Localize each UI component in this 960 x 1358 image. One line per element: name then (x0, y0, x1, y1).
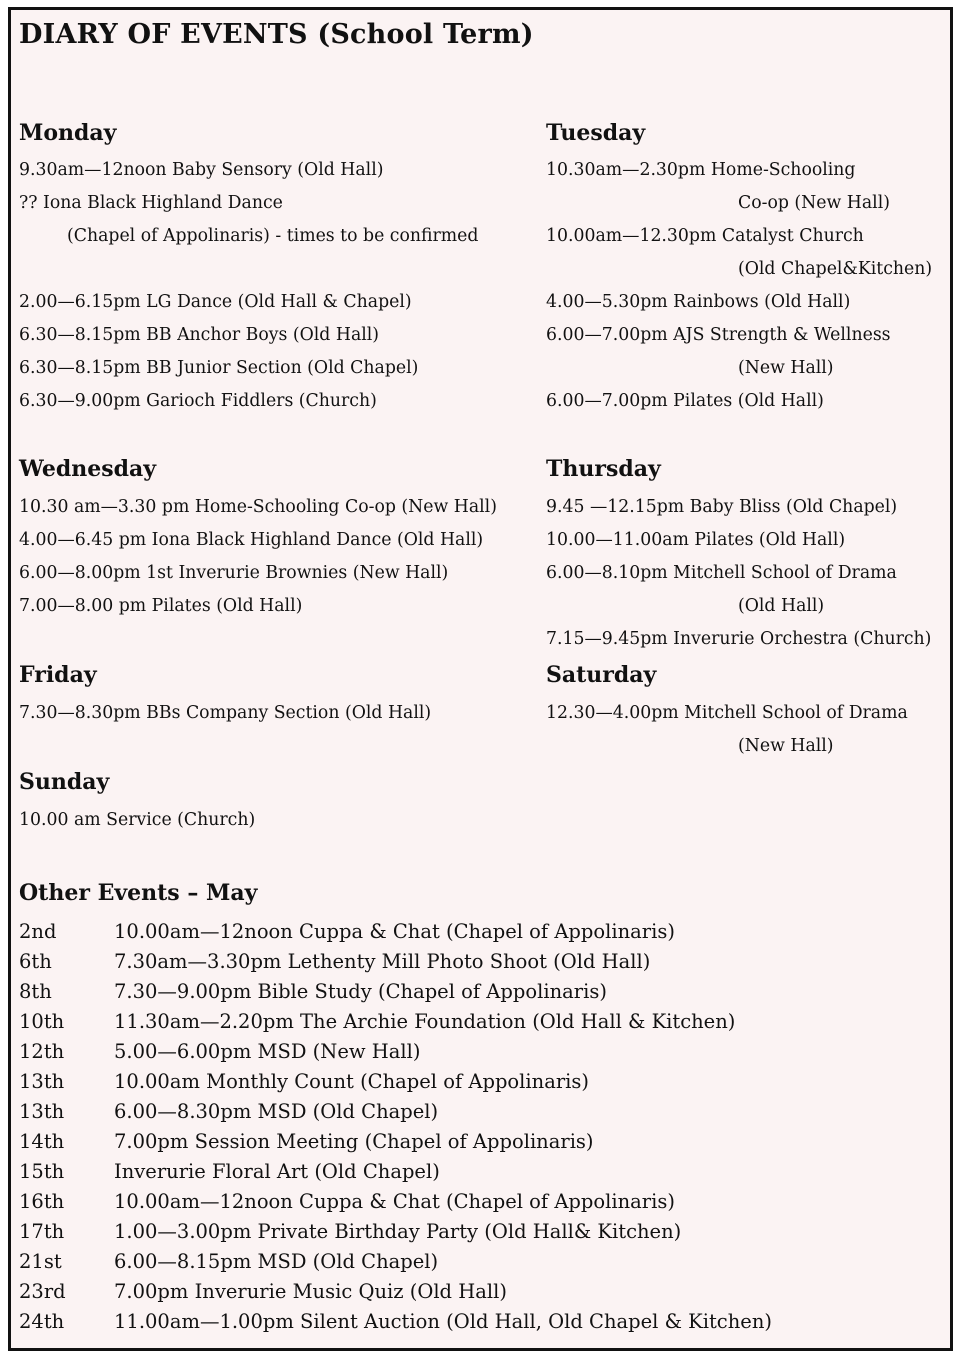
event-date: 6th (19, 950, 52, 973)
event-row (19, 1310, 772, 1333)
event-row (19, 1160, 440, 1183)
thursday-line: 6.00—8.10pm Mitchell School of Drama (546, 563, 897, 583)
monday-line: 6.30—9.00pm Garioch Fiddlers (Church) (19, 391, 377, 411)
event-text: 11.00am—1.00pm Silent Auction (Old Hall, Old Chapel & Kitchen) (114, 1310, 772, 1333)
event-text: 1.00—3.00pm Private Birthday Party (Old Hall& Kitchen) (114, 1220, 682, 1243)
event-date: 13th (19, 1100, 65, 1123)
monday-line: 2.00—6.15pm LG Dance (Old Hall & Chapel) (19, 292, 412, 312)
event-text: 5.00—6.00pm MSD (New Hall) (114, 1040, 421, 1063)
wednesday-heading: Wednesday (19, 456, 157, 482)
thursday-line: 9.45 —12.15pm Baby Bliss (Old Chapel) (546, 497, 898, 517)
event-row (19, 1070, 589, 1093)
tuesday-line: 10.00am—12.30pm Catalyst Church (546, 226, 864, 246)
event-row (19, 1130, 594, 1153)
event-text: 7.00pm Inverurie Music Quiz (Old Hall) (114, 1280, 507, 1303)
tuesday-line: 10.30am—2.30pm Home-Schooling (546, 160, 856, 180)
event-text: 10.00am Monthly Count (Chapel of Appolinaris) (114, 1070, 590, 1093)
thursday-heading: Thursday (546, 456, 661, 482)
thursday-line: 10.00—11.00am Pilates (Old Hall) (546, 530, 846, 550)
event-date: 2nd (19, 920, 57, 943)
saturday-line: 12.30—4.00pm Mitchell School of Drama (546, 703, 908, 723)
wednesday-line: 7.00—8.00 pm Pilates (Old Hall) (19, 596, 303, 616)
event-text: 10.00am—12noon Cuppa & Chat (Chapel of Appolinaris) (114, 1190, 675, 1213)
page-title: DIARY OF EVENTS (School Term) (19, 19, 534, 50)
event-date: 14th (19, 1130, 65, 1153)
monday-line: 6.30—8.15pm BB Anchor Boys (Old Hall) (19, 325, 380, 345)
event-text: 10.00am—12noon Cuppa & Chat (Chapel of Appolinaris) (114, 920, 675, 943)
event-row (19, 1010, 735, 1033)
monday-line: 6.30—8.15pm BB Junior Section (Old Chapel) (19, 358, 419, 378)
tuesday-line: 6.00—7.00pm Pilates (Old Hall) (546, 391, 824, 411)
event-row (19, 980, 607, 1003)
event-text: 7.30—9.00pm Bible Study (Chapel of Appolinaris) (114, 980, 607, 1003)
event-text: 11.30am—2.20pm The Archie Foundation (Old Hall & Kitchen) (114, 1010, 736, 1033)
tuesday-line: Co-op (New Hall) (738, 193, 890, 213)
tuesday-line: (Old Chapel&Kitchen) (738, 259, 933, 279)
event-row (19, 1250, 438, 1273)
diary-page (8, 7, 953, 1351)
wednesday-line: 6.00—8.00pm 1st Inverurie Brownies (New Hall) (19, 563, 449, 583)
monday-line: 9.30am—12noon Baby Sensory (Old Hall) (19, 160, 384, 180)
event-date: 15th (19, 1160, 65, 1183)
event-row (19, 950, 650, 973)
event-row (19, 1220, 681, 1243)
tuesday-line: (New Hall) (738, 358, 834, 378)
wednesday-line: 10.30 am—3.30 pm Home-Schooling Co-op (New Hall) (19, 497, 497, 517)
event-date: 16th (19, 1190, 65, 1213)
event-date: 21st (19, 1250, 62, 1273)
event-date: 8th (19, 980, 52, 1003)
friday-heading: Friday (19, 662, 97, 688)
tuesday-line: 4.00—5.30pm Rainbows (Old Hall) (546, 292, 851, 312)
event-date: 24th (19, 1310, 65, 1333)
event-text: 6.00—8.15pm MSD (Old Chapel) (114, 1250, 439, 1273)
monday-line: ?? Iona Black Highland Dance (19, 193, 283, 213)
event-text: 7.30am—3.30pm Lethenty Mill Photo Shoot (Old Hall) (114, 950, 651, 973)
saturday-line: (New Hall) (738, 736, 834, 756)
event-text: Inverurie Floral Art (Old Chapel) (114, 1160, 440, 1183)
wednesday-line: 4.00—6.45 pm Iona Black Highland Dance (Old Hall) (19, 530, 484, 550)
event-date: 23rd (19, 1280, 66, 1303)
event-text: 7.00pm Session Meeting (Chapel of Appolinaris) (114, 1130, 594, 1153)
sunday-heading: Sunday (19, 769, 110, 795)
sunday-line: 10.00 am Service (Church) (19, 810, 256, 830)
event-row (19, 1100, 438, 1123)
event-date: 12th (19, 1040, 65, 1063)
thursday-line: 7.15—9.45pm Inverurie Orchestra (Church) (546, 629, 932, 649)
event-text: 6.00—8.30pm MSD (Old Chapel) (114, 1100, 439, 1123)
event-row (19, 1190, 675, 1213)
thursday-line: (Old Hall) (738, 596, 825, 616)
monday-heading: Monday (19, 120, 117, 146)
event-date: 17th (19, 1220, 65, 1243)
event-date: 13th (19, 1070, 65, 1093)
monday-line: (Chapel of Appolinaris) - times to be confirmed (67, 226, 479, 246)
event-row (19, 1280, 507, 1303)
other-events-heading: Other Events – May (19, 880, 258, 906)
tuesday-heading: Tuesday (546, 120, 646, 146)
event-row (19, 920, 675, 943)
friday-line: 7.30—8.30pm BBs Company Section (Old Hall) (19, 703, 432, 723)
saturday-heading: Saturday (546, 662, 657, 688)
event-row (19, 1040, 420, 1063)
event-date: 10th (19, 1010, 65, 1033)
tuesday-line: 6.00—7.00pm AJS Strength & Wellness (546, 325, 891, 345)
